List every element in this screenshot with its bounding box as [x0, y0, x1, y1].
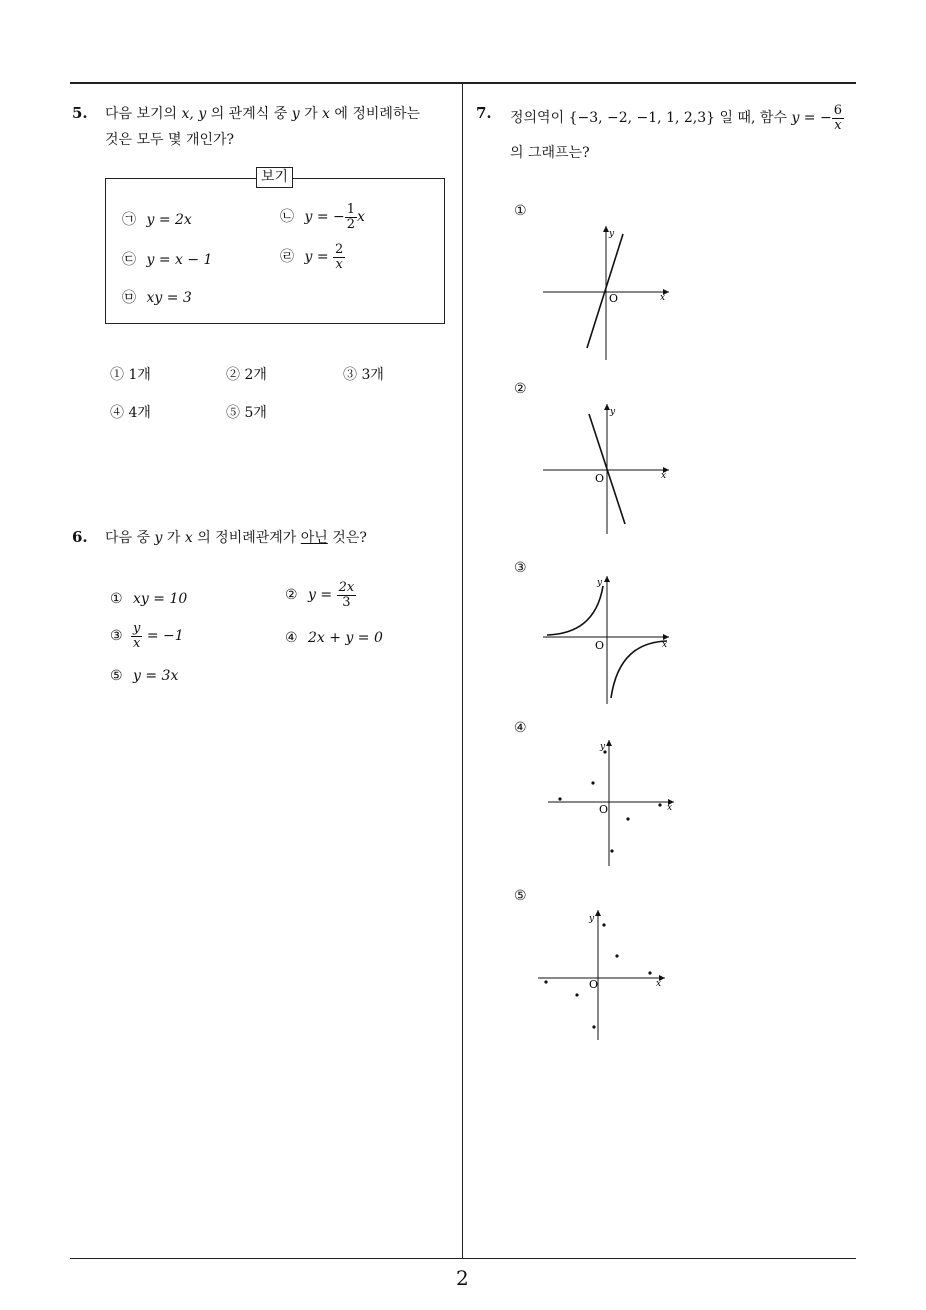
q6-choice-2[interactable]: ② y = $\frac{2x}{3}$	[285, 580, 355, 610]
q7-stem-line2: 의 그래프는?	[510, 145, 590, 161]
point	[591, 781, 594, 784]
point	[602, 923, 605, 926]
y-axis-arrow-icon	[606, 740, 612, 746]
q5-item-d-fraction: $\frac{2}{x}$	[335, 242, 344, 272]
q5-choice-3[interactable]: ③ 3개	[343, 367, 384, 383]
q5-item-b: ㉡ y = − $\frac{1}{2}$ x	[280, 202, 365, 232]
q6-number: 6.	[72, 528, 88, 546]
q6-choice-1[interactable]: ① xy = 10	[110, 591, 188, 607]
origin-label: O	[589, 978, 599, 991]
y-axis-arrow-icon	[595, 910, 601, 916]
q7-stem-line1: 정의역이 {−3, −2, −1, 1, 2,3} 일 때, 함수 y = − $\frac{6}{x}$	[510, 103, 842, 133]
q7-choice-4-mark[interactable]: ④	[514, 720, 527, 736]
q6-choice-4[interactable]: ④ 2x + y = 0	[285, 630, 383, 646]
y-axis-label: y	[597, 578, 603, 588]
hyperbola-branch-left	[547, 586, 603, 635]
x-axis-label: x	[661, 471, 667, 481]
origin-label: O	[599, 803, 609, 816]
q7-graph-2[interactable]	[535, 400, 675, 536]
q5-item-a: ㉠ y = 2x	[122, 212, 192, 228]
y-axis-label: y	[589, 914, 595, 924]
point	[610, 849, 613, 852]
x-axis-label: x	[667, 803, 673, 813]
y-axis-label: y	[600, 742, 606, 752]
q7-graph-1[interactable]	[535, 220, 675, 360]
q6-choice-5[interactable]: ⑤ y = 3x	[110, 668, 179, 684]
point	[575, 993, 578, 996]
q6-choice-3[interactable]: ③ $\frac{y}{x}$ = −1	[110, 621, 184, 651]
q6-choice-2-fraction: $\frac{2x}{3}$	[338, 580, 355, 610]
q5-item-c: ㉢ y = x − 1	[122, 252, 213, 268]
x-axis-label: x	[660, 293, 666, 303]
point	[615, 954, 618, 957]
top-rule	[70, 82, 856, 84]
q7-graph-4[interactable]	[540, 738, 680, 868]
q5-choice-2[interactable]: ② 2개	[226, 367, 267, 383]
q5-number: 5.	[72, 104, 88, 122]
q7-graph-5[interactable]	[535, 908, 675, 1044]
q5-choice-5[interactable]: ⑤ 5개	[226, 405, 267, 421]
q7-choice-2-mark[interactable]: ②	[514, 381, 527, 397]
point	[592, 1025, 595, 1028]
q5-stem-line1: 다음 보기의 x, y 의 관계식 중 y 가 x 에 정비례하는	[105, 106, 421, 122]
origin-label: O	[609, 292, 619, 305]
origin-label: O	[595, 472, 605, 485]
q7-graph-3[interactable]	[535, 572, 675, 708]
hyperbola-branch-right	[611, 641, 667, 698]
point	[648, 971, 651, 974]
q7-func-fraction: $\frac{6}{x}$	[833, 103, 842, 133]
y-axis-label: y	[609, 229, 615, 239]
point	[558, 797, 561, 800]
bottom-rule	[70, 1258, 856, 1259]
q6-choice-3-fraction: $\frac{y}{x}$	[133, 621, 141, 651]
q7-choice-3-mark[interactable]: ③	[514, 560, 527, 576]
q7-choice-1-mark[interactable]: ①	[514, 203, 527, 219]
q5-item-b-fraction: $\frac{1}{2}$	[346, 202, 356, 232]
x-axis-label: x	[662, 640, 668, 650]
q5-stem-line2: 것은 모두 몇 개인가?	[105, 132, 235, 148]
q7-choice-5-mark[interactable]: ⑤	[514, 888, 527, 904]
q5-item-d: ㉣ y = $\frac{2}{x}$	[280, 242, 344, 272]
point	[544, 980, 547, 983]
q6-stem: 다음 중 y 가 x 의 정비례관계가 아닌 것은?	[105, 530, 367, 546]
x-axis-label: x	[656, 979, 662, 989]
q5-box-title: 보기	[256, 167, 293, 188]
origin-label: O	[595, 639, 605, 652]
q5-item-e: ㉤ xy = 3	[122, 290, 192, 306]
q5-choice-4[interactable]: ④ 4개	[110, 405, 151, 421]
graph-line	[587, 234, 623, 348]
q5-choice-1[interactable]: ① 1개	[110, 367, 151, 383]
point	[626, 817, 629, 820]
point	[658, 803, 661, 806]
column-divider	[462, 84, 463, 1259]
q7-number: 7.	[476, 104, 492, 122]
y-axis-label: y	[610, 407, 616, 417]
page-number: 2	[456, 1266, 469, 1290]
y-axis-arrow-icon	[604, 576, 610, 582]
